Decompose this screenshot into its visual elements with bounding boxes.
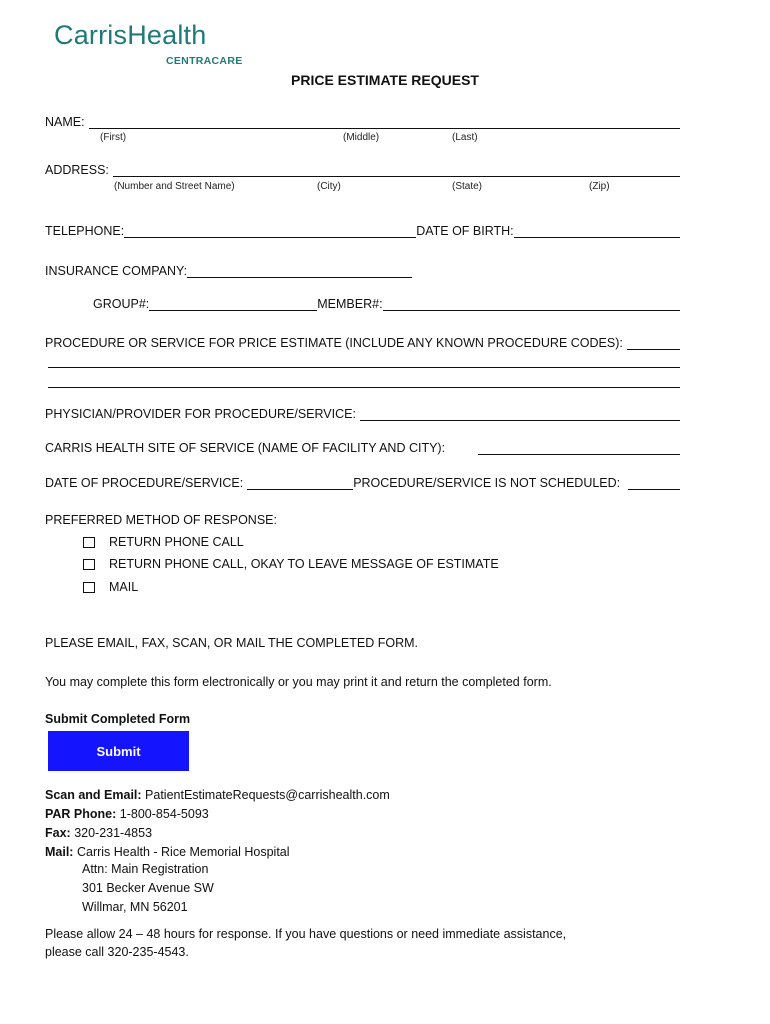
address-street-hint: (Number and Street Name) — [114, 181, 235, 192]
contact-par — [45, 807, 209, 821]
submit-heading: Submit Completed Form — [45, 712, 191, 726]
response-option-phone-message[interactable] — [83, 557, 499, 571]
email-label: Scan and Email: — [45, 788, 142, 802]
contact-fax — [45, 826, 152, 840]
submit-button[interactable]: Submit — [48, 731, 189, 771]
fax-label: Fax: — [45, 826, 71, 840]
procedure-line-3[interactable] — [48, 386, 680, 388]
instructions-line-2: You may complete this form electronically or you may print it and return the completed form. — [45, 675, 552, 689]
logo-subtitle: CENTRACARE — [166, 55, 243, 67]
mail-line-4: Willmar, MN 56201 — [82, 900, 188, 914]
par-value: 1-800-854-5093 — [119, 807, 209, 821]
address-row — [45, 162, 680, 177]
response-option-label: RETURN PHONE CALL, OKAY TO LEAVE MESSAGE OF ESTIMATE — [109, 557, 499, 571]
name-middle-hint: (Middle) — [343, 132, 380, 143]
physician-field[interactable] — [360, 406, 680, 421]
address-city-hint: (City) — [317, 181, 341, 192]
insurance-label: INSURANCE COMPANY: — [45, 264, 188, 278]
member-label: MEMBER#: — [317, 297, 383, 311]
email-value[interactable]: PatientEstimateRequests@carrishealth.com — [145, 788, 390, 802]
not-scheduled-label: PROCEDURE/SERVICE IS NOT SCHEDULED: — [353, 476, 621, 490]
fax-value: 320-231-4853 — [74, 826, 153, 840]
date-row — [45, 475, 680, 490]
group-label: GROUP#: — [93, 297, 150, 311]
physician-label: PHYSICIAN/PROVIDER FOR PROCEDURE/SERVICE: — [45, 407, 356, 421]
logo-wordmark: CarrisHealth — [54, 20, 207, 50]
response-option-phone[interactable] — [83, 535, 244, 549]
date-label: DATE OF PROCEDURE/SERVICE: — [45, 476, 244, 490]
name-label: NAME: — [45, 115, 85, 129]
site-label: CARRIS HEALTH SITE OF SERVICE (NAME OF FACILITY AND CITY): — [45, 441, 446, 455]
member-field[interactable] — [383, 296, 680, 311]
procedure-field[interactable] — [627, 335, 680, 350]
mail-label: Mail: — [45, 845, 74, 859]
mail-line-2: Attn: Main Registration — [82, 862, 209, 876]
not-scheduled-field[interactable] — [628, 475, 680, 490]
response-label: PREFERRED METHOD OF RESPONSE: — [45, 513, 277, 527]
footer-line-1: Please allow 24 – 48 hours for response. If you have questions or need immediate assistance, — [45, 927, 567, 941]
date-field[interactable] — [247, 475, 353, 490]
checkbox-phone-message[interactable] — [83, 559, 95, 570]
group-member-row — [93, 296, 680, 311]
site-row — [45, 440, 680, 455]
physician-row — [45, 406, 680, 421]
par-label: PAR Phone: — [45, 807, 117, 821]
footer-line-2: please call 320-235-4543. — [45, 945, 189, 959]
checkbox-mail[interactable] — [83, 582, 95, 593]
instructions-line-1: PLEASE EMAIL, FAX, SCAN, OR MAIL THE COMPLETED FORM. — [45, 636, 418, 650]
address-label: ADDRESS: — [45, 163, 109, 177]
procedure-label: PROCEDURE OR SERVICE FOR PRICE ESTIMATE (INCLUDE ANY KNOWN PROCEDURE CODES): — [45, 336, 623, 350]
name-row — [45, 114, 680, 129]
mail-line-3: 301 Becker Avenue SW — [82, 881, 214, 895]
contact-email — [45, 788, 390, 802]
name-last-hint: (Last) — [452, 132, 478, 143]
telephone-field[interactable] — [124, 223, 416, 238]
response-option-mail[interactable] — [83, 580, 138, 594]
mail-line-1: Carris Health - Rice Memorial Hospital — [76, 845, 290, 859]
procedure-row — [45, 335, 680, 350]
group-field[interactable] — [149, 296, 317, 311]
form-title: PRICE ESTIMATE REQUEST — [291, 72, 479, 88]
address-zip-hint: (Zip) — [589, 181, 610, 192]
name-first-hint: (First) — [100, 132, 127, 143]
contact-mail — [45, 845, 290, 859]
telephone-label: TELEPHONE: — [45, 224, 125, 238]
name-field[interactable] — [89, 114, 680, 129]
checkbox-phone[interactable] — [83, 537, 95, 548]
address-field[interactable] — [113, 162, 680, 177]
response-option-label: MAIL — [109, 580, 139, 594]
dob-label: DATE OF BIRTH: — [416, 224, 514, 238]
insurance-row — [45, 263, 412, 278]
address-state-hint: (State) — [452, 181, 483, 192]
procedure-line-2[interactable] — [48, 366, 680, 368]
dob-field[interactable] — [514, 223, 680, 238]
response-option-label: RETURN PHONE CALL — [109, 535, 244, 549]
telephone-row — [45, 223, 680, 238]
site-field[interactable] — [478, 440, 680, 455]
insurance-field[interactable] — [187, 263, 412, 278]
